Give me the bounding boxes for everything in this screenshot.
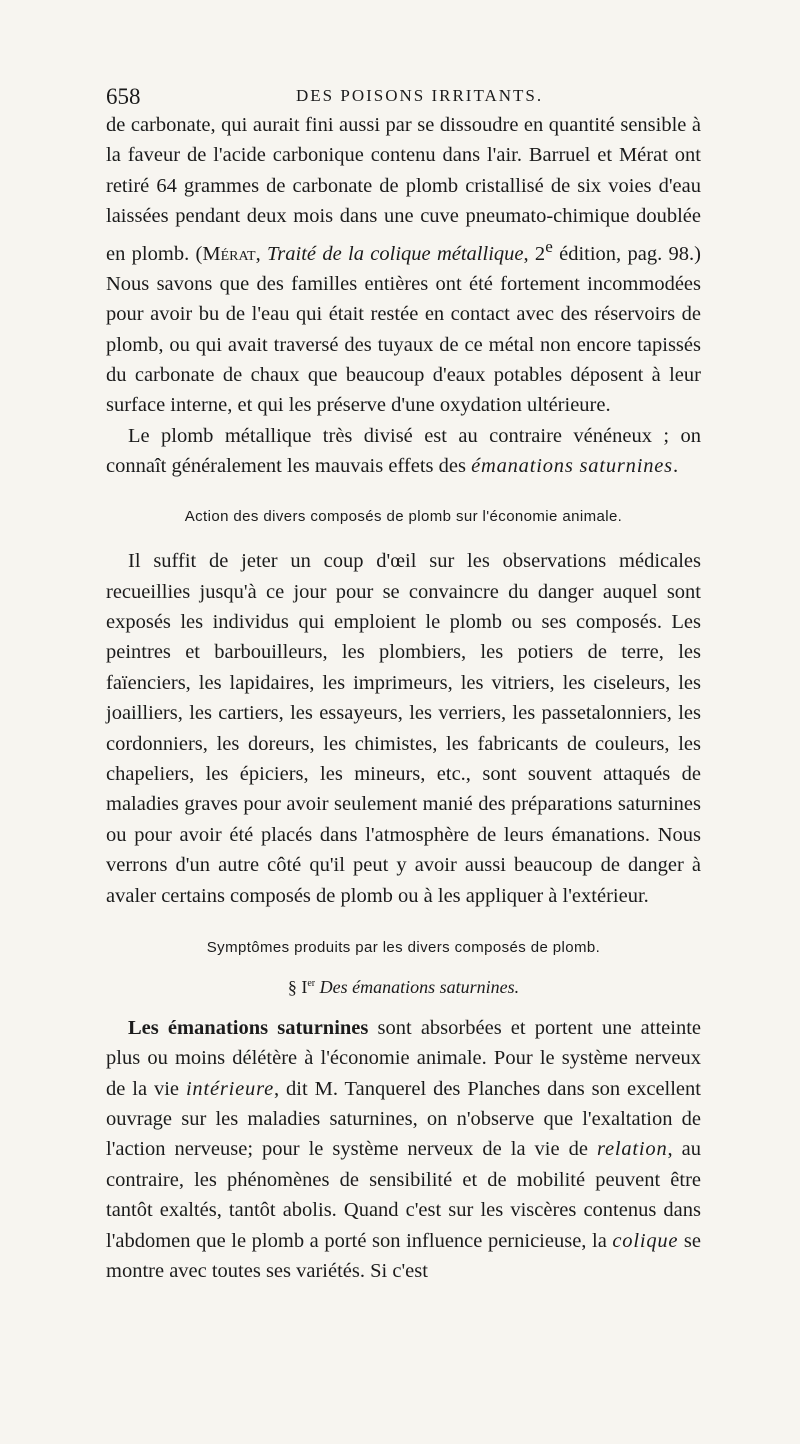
heading-action: Action des divers composés de plomb sur l'économie animale. <box>184 507 623 525</box>
lead-phrase: Les émanations saturnines <box>128 1016 369 1039</box>
section-title: § Ier Des émanations saturnines. <box>287 977 520 998</box>
running-title: DES POISONS IRRITANTS. <box>296 86 544 105</box>
paragraph-carbonate: de carbonate, qui aurait fini aussi par se dissoudre en quantité sensible à la faveur de l'acide carbonique contenu dans l'air. Barruel et Mérat ont retiré 64 grammes de carbonate de plomb cristallisé de six voies d'eau laissées pendant deux mois dans une cuve pneumato-chimique doublée en plomb. (Mérat, Traité de la colique métallique, 2e édition, pag. 98.) Nous savons que des familles entières ont été fortement incommodées pour avoir bu de l'eau qui était restée en contact avec des réservoirs de plomb, ou qui avait traversé des tuyaux de ce métal non encore tapissés du carbonate de chaux que beaucoup d'eaux potables déposent à leur surface interne, et qui les préserve d'une oxydation ultérieure. <box>106 114 701 417</box>
paragraph-occupations: Il suffit de jeter un coup d'œil sur les observations médicales recueillies jusqu'à ce jour pour se convaincre du danger auquel sont exposés les individus qui emploient le plomb ou ses composés. Les peintres et barbouilleurs, les plombiers, les potiers de terre, les faïenciers, les lapidaires, les imprimeurs, les vitriers, les ciseleurs, les joailliers, les cartiers, les essayeurs, les verriers, les passetalonniers, les cordonniers, les doreurs, les chimistes, les fabricants de couleurs, les chapeliers, les épiciers, les mineurs, etc., sont souvent attaqués de maladies graves pour avoir seulement manié des préparations saturnines ou pour avoir été placés dans l'atmosphère de leurs émanations. Nous verrons d'un autre côté qu'il peut y avoir aussi beaucoup de danger à avaler certains composés de plomb ou à les appliquer à l'extérieur. <box>106 550 701 907</box>
body-text <box>106 110 701 1286</box>
author-merat: Mérat <box>202 242 256 265</box>
paragraph-metallic-lead: Le plomb métallique très divisé est au contraire vénéneux ; on connaît généralement les mauvais effets des émanations saturnines. <box>106 424 701 478</box>
term-emanations: émanations saturnines <box>471 455 673 478</box>
heading-symptoms: Symptômes produits par les divers composés de plomb. <box>206 938 601 956</box>
page-number: 658 <box>106 84 141 109</box>
paragraph-emanations: Les émanations saturnines sont absorbées et portent une atteinte plus ou moins délétère à l'économie animale. Pour le système nerveux de la vie intérieure, dit M. Tanquerel des Planches dans son excellent ouvrage sur les maladies saturnines, on n'observe que l'exaltation de l'action nerveuse; pour le système nerveux de la vie de relation, au contraire, les phénomènes de sensibilité et de mobilité peuvent être tantôt exaltés, tantôt abolis. Quand c'est sur les viscères contenus dans l'abdomen que le plomb a porté son influence pernicieuse, la colique se montre avec toutes ses variétés. Si c'est <box>106 1016 702 1283</box>
book-title: Traité de la colique métallique <box>267 242 524 265</box>
